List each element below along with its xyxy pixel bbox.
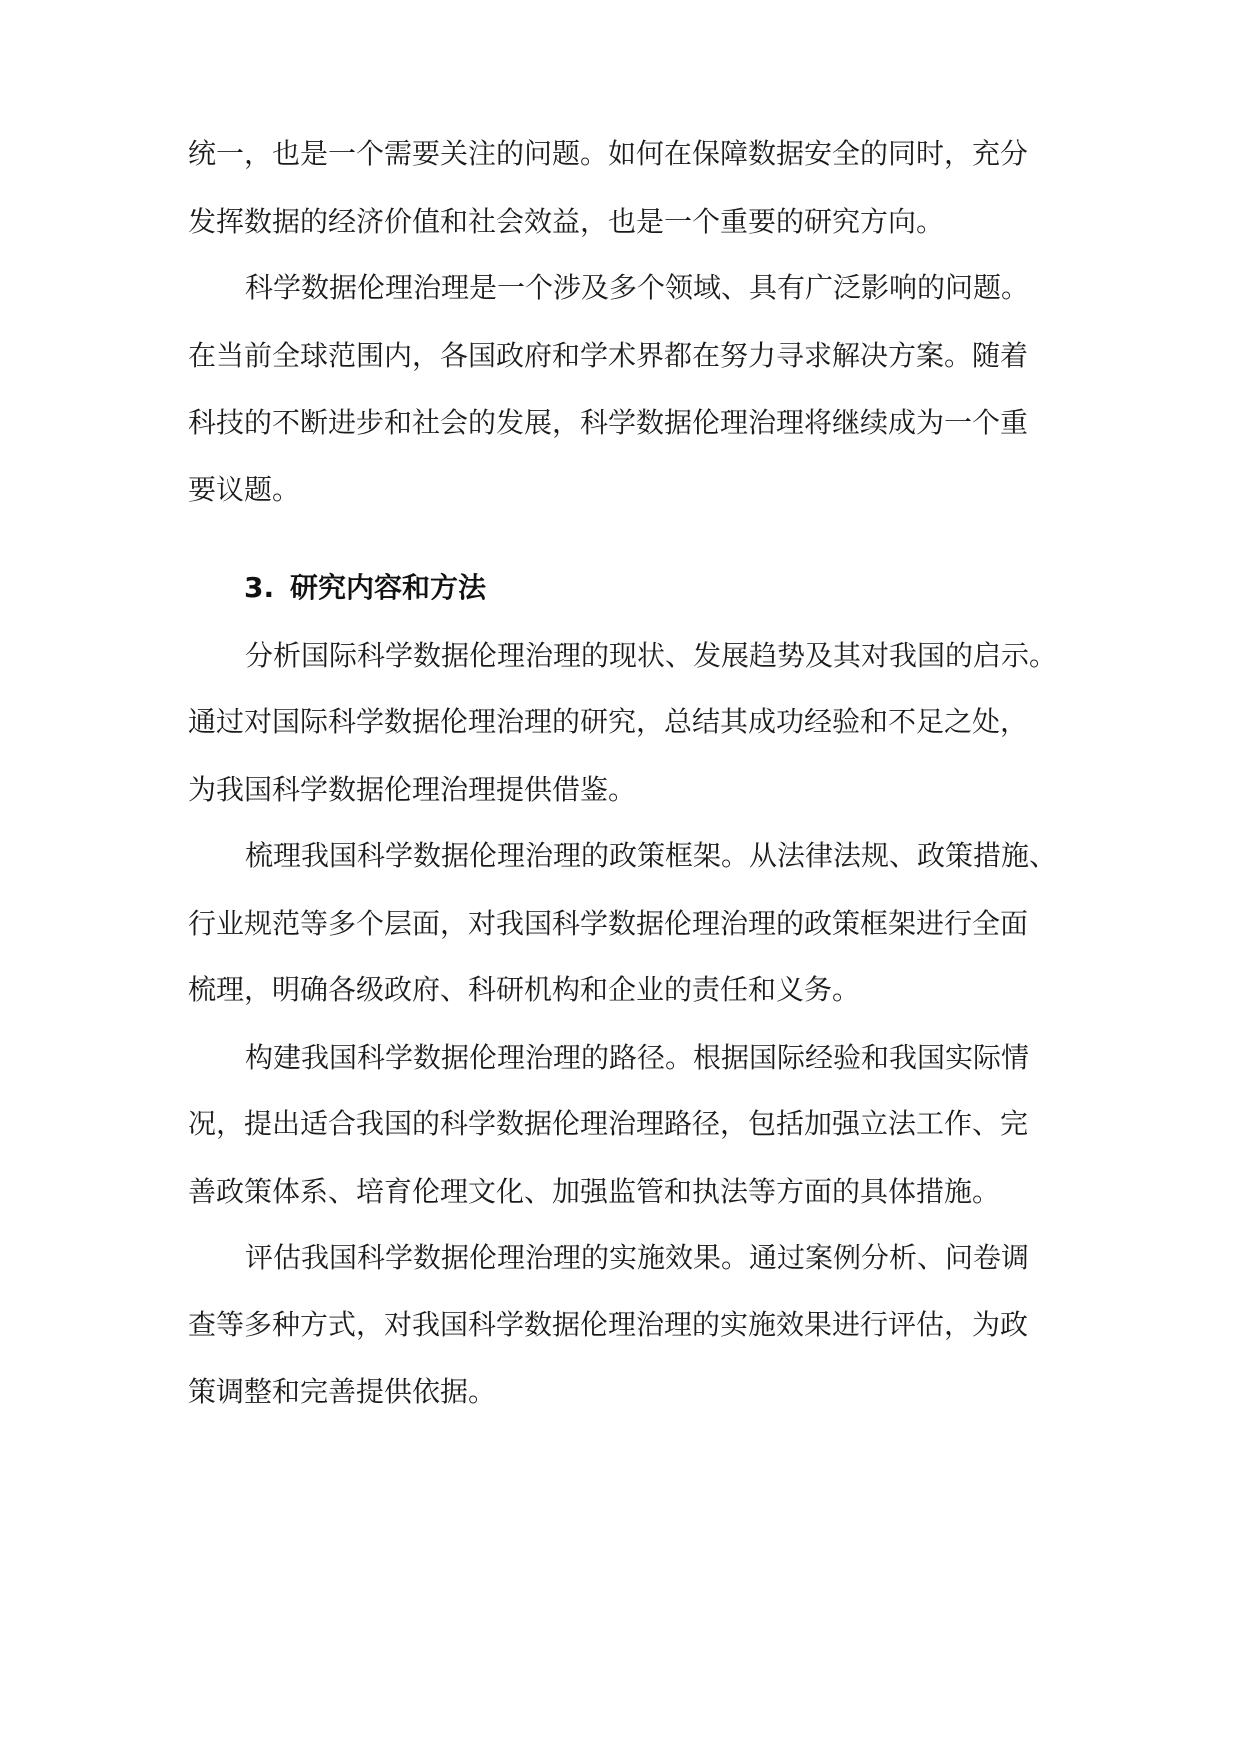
paragraph-3-line-2: 通过对国际科学数据伦理治理的研究，总结其成功经验和不足之处， <box>188 705 1029 738</box>
paragraph-6-line-3: 策调整和完善提供依据。 <box>188 1375 497 1408</box>
paragraph-2-line-2: 在当前全球范围内，各国政府和学术界都在努力寻求解决方案。随着 <box>188 339 1029 372</box>
paragraph-3-line-3: 为我国科学数据伦理治理提供借鉴。 <box>188 773 637 806</box>
paragraph-5-line-1: 构建我国科学数据伦理治理的路径。根据国际经验和我国实际情 <box>245 1041 1030 1074</box>
paragraph-2-line-4: 要议题。 <box>188 473 301 506</box>
paragraph-3-line-1: 分析国际科学数据伦理治理的现状、发展趋势及其对我国的启示。 <box>245 639 1058 672</box>
paragraph-5-line-2: 况，提出适合我国的科学数据伦理治理路径，包括加强立法工作、完 <box>188 1107 1029 1140</box>
paragraph-1-line-2: 发挥数据的经济价值和社会效益，也是一个重要的研究方向。 <box>188 205 945 238</box>
paragraph-2-line-1: 科学数据伦理治理是一个涉及多个领域、具有广泛影响的问题。 <box>245 271 1030 304</box>
paragraph-2-line-3: 科技的不断进步和社会的发展，科学数据伦理治理将继续成为一个重 <box>188 406 1029 439</box>
paragraph-4-line-2: 行业规范等多个层面，对我国科学数据伦理治理的政策框架进行全面 <box>188 907 1029 940</box>
paragraph-1-line-1: 统一，也是一个需要关注的问题。如何在保障数据安全的同时，充分 <box>188 137 1029 170</box>
paragraph-6-line-1: 评估我国科学数据伦理治理的实施效果。通过案例分析、问卷调 <box>245 1241 1030 1274</box>
paragraph-4-line-3: 梳理，明确各级政府、科研机构和企业的责任和义务。 <box>188 973 861 1006</box>
section-heading <box>244 558 944 618</box>
paragraph-5-line-3: 善政策体系、培育伦理文化、加强监管和执法等方面的具体措施。 <box>188 1175 1001 1208</box>
paragraph-6-line-2: 查等多种方式，对我国科学数据伦理治理的实施效果进行评估，为政 <box>188 1308 1029 1341</box>
section-number: 3. <box>244 571 275 604</box>
paragraph-4-line-1: 梳理我国科学数据伦理治理的政策框架。从法律法规、政策措施、 <box>245 839 1058 872</box>
section-title: 研究内容和方法 <box>290 571 487 604</box>
